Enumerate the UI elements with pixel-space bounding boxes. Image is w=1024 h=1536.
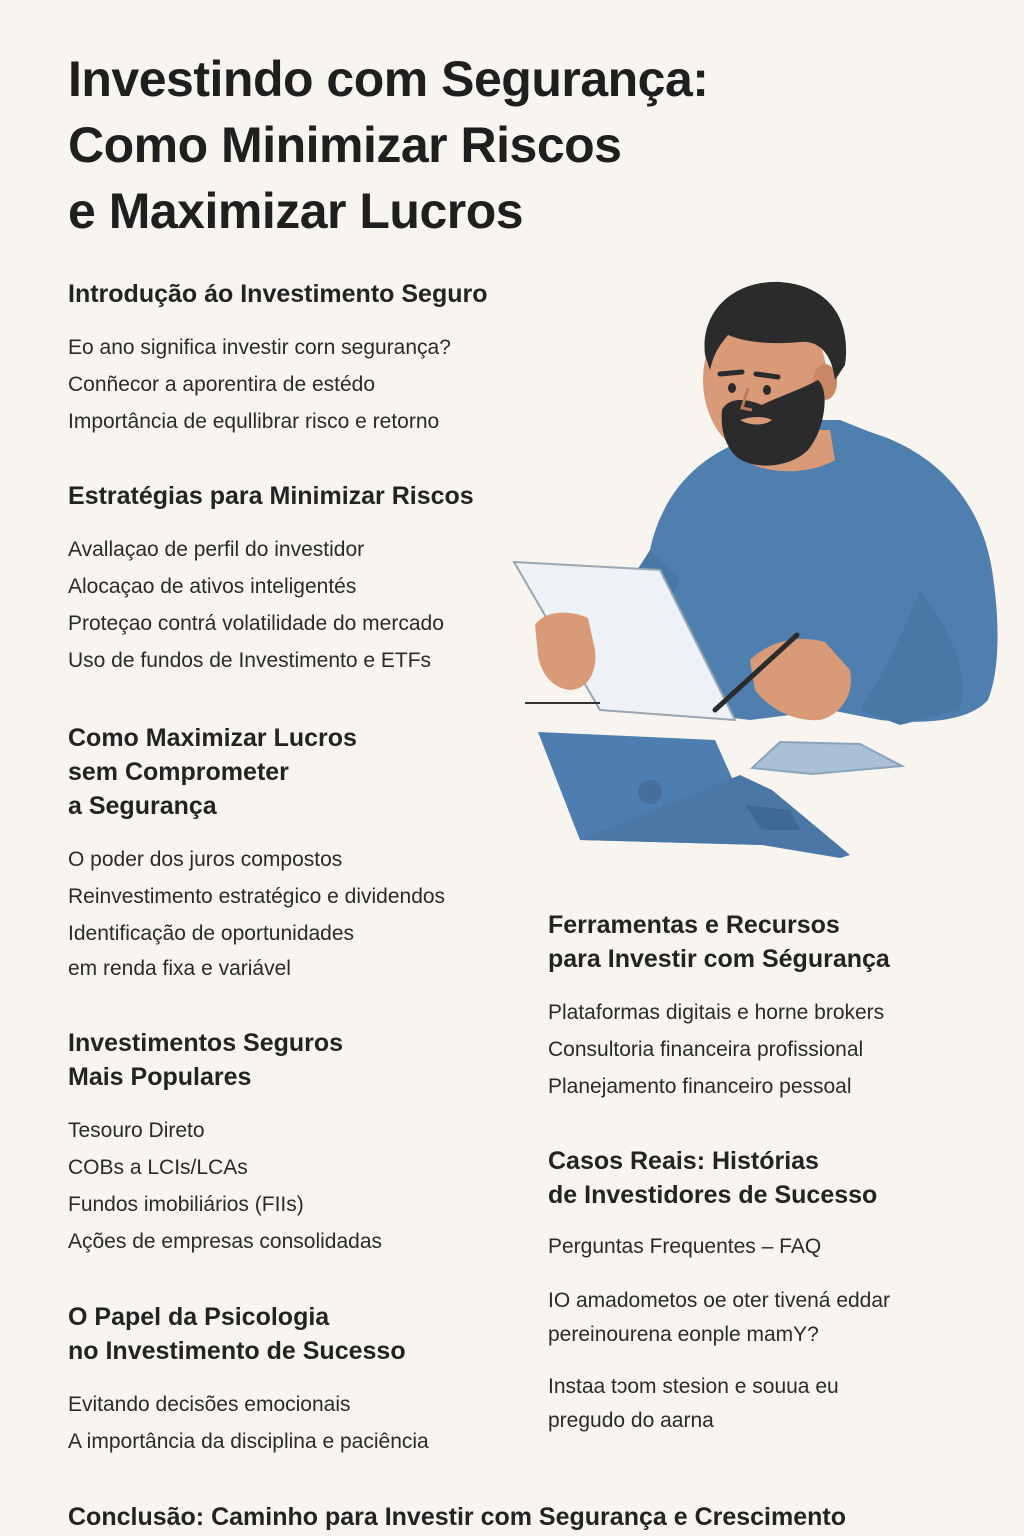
list-item: COBs a LCIs/LCAs	[68, 1156, 248, 1179]
item-list	[68, 329, 488, 440]
faq-title: Perguntas Frequentes – FAQ	[548, 1235, 822, 1258]
item-list	[68, 1112, 382, 1260]
list-item: A importância da disciplina e paciência	[68, 1430, 429, 1453]
title-line-3: e Maximizar Lucros	[68, 183, 524, 239]
list-item: Uso de fundos de Investimento e ETFs	[68, 649, 432, 672]
section-heading: O Papel da Psicologia no Investimento de Sucesso	[68, 1303, 406, 1365]
section-heading: Como Maximizar Lucros sem Comprometer a Segurança	[68, 724, 357, 820]
laptop-logo	[638, 780, 662, 804]
title-line-1: Investindo com Segurança:	[68, 51, 709, 107]
item-list	[68, 531, 474, 679]
list-item: Identificação de oportunidades	[68, 922, 355, 945]
list-item: Eo ano significa investir corn segurança?	[68, 336, 451, 359]
list-item: Fundos imobiliários (FIIs)	[68, 1193, 304, 1216]
faq-question: IO amadometos oe oter tivená eddar pereinourena eonple mamY?	[548, 1289, 891, 1346]
list-item: Planejamento financeiro pessoal	[548, 1075, 852, 1098]
man-reading-document-illustration	[500, 270, 1010, 870]
section-heading: Ferramentas e Recursos para Investir com Ségurança	[548, 911, 890, 973]
list-item: Alocaçao de ativos inteligentés	[68, 575, 357, 598]
list-item: Plataformas digitais e horne brokers	[548, 1001, 885, 1024]
page-title	[68, 46, 928, 244]
section-intro	[68, 277, 488, 440]
list-item: Conñecor a aporentira de estédo	[68, 373, 376, 396]
section-psychology	[68, 1300, 429, 1460]
section-heading: Introdução áo Investimento Seguro	[68, 280, 488, 308]
section-heading: Casos Reais: Histórias de Investidores de Sucesso	[548, 1147, 878, 1209]
section-heading: Estratégias para Minimizar Riscos	[68, 482, 474, 510]
section-heading: Investimentos Seguros Mais Populares	[68, 1029, 344, 1091]
left-hand	[535, 613, 595, 690]
conclusion-heading: Conclusão: Caminho para Investir com Segurança e Crescimento	[68, 1503, 847, 1531]
list-item: Consultoria financeira profissional	[548, 1038, 864, 1061]
tablet	[752, 742, 902, 774]
section-risks	[68, 479, 474, 679]
list-item: Ações de empresas consolidadas	[68, 1230, 383, 1253]
list-item: em renda fixa e variável	[68, 957, 291, 980]
section-cases	[548, 1144, 890, 1456]
list-item: Avallaçao de perfil do investidor	[68, 538, 365, 561]
list-item: Importância de equllibrar risco e retorno	[68, 410, 440, 433]
list-item: Tesouro Direto	[68, 1119, 205, 1142]
list-item: Proteçao contrá volatilidade do mercado	[68, 612, 444, 635]
title-line-2: Como Minimizar Riscos	[68, 117, 622, 173]
item-list	[548, 994, 890, 1105]
item-list	[68, 841, 445, 986]
eye-left	[728, 383, 736, 393]
section-popular	[68, 1026, 382, 1260]
list-item: Reinvestimento estratégico e dividendos	[68, 885, 446, 908]
list-item: Evitando decisões emocionais	[68, 1393, 351, 1416]
section-profits	[68, 721, 445, 986]
item-list	[68, 1386, 429, 1460]
faq-answer: Instaa tɔom stesion e souua eu pregudo do aarna	[548, 1375, 839, 1432]
list-item: O poder dos juros compostos	[68, 848, 343, 871]
section-tools	[548, 908, 890, 1105]
eye-right	[763, 385, 771, 395]
